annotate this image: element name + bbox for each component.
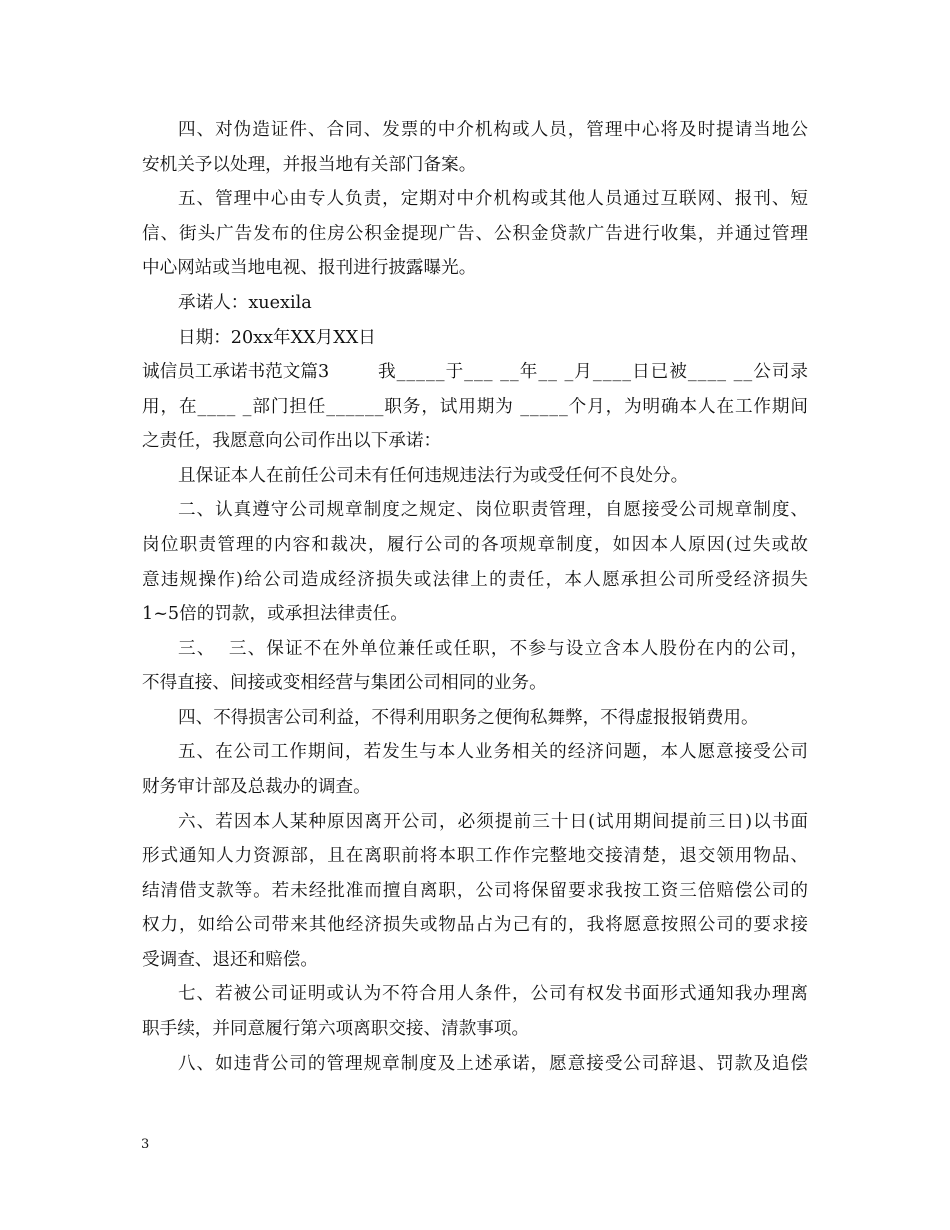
text-line xyxy=(0,115,950,145)
text-line xyxy=(0,426,950,456)
text-line xyxy=(0,876,950,906)
text-line xyxy=(0,1014,950,1044)
text-line-content: 日期：20xx年XX月XX日 xyxy=(178,328,376,348)
text-line-content: 不得直接、间接或变相经营与集团公司相同的业务。 xyxy=(142,673,547,693)
text-line xyxy=(0,288,950,318)
text-line-content: 权力，如给公司带来其他经济损失或物品占为己有的，我将愿意按照公司的要求接 xyxy=(142,915,809,935)
text-line xyxy=(0,772,950,802)
text-line-content: 用，在____ _部门担任______职务，试用期为 _____个月，为明确本人在工作期间 xyxy=(142,397,809,417)
text-line-content: 四、对伪造证件、合同、发票的中介机构或人员，管理中心将及时提请当地公 xyxy=(178,120,809,140)
text-line-content: 我_____于___ __年__ _月____日已被____ __公司录 xyxy=(378,362,809,382)
text-line-content: 形式通知人力资源部，且在离职前将本职工作作完整地交接清楚，退交领用物品、 xyxy=(142,846,809,866)
text-line xyxy=(0,945,950,975)
text-line-content: 受调查、退还和赔偿。 xyxy=(142,950,318,970)
text-line-content: 中心网站或当地电视、报刊进行披露曝光。 xyxy=(142,258,477,278)
text-line xyxy=(0,323,950,353)
text-line xyxy=(0,807,950,837)
text-line-content: 意违规操作)给公司造成经济损失或法律上的责任，本人愿承担公司所受经济损失 xyxy=(142,570,810,590)
text-line xyxy=(0,634,950,664)
text-line-content: 承诺人：xuexila xyxy=(178,293,312,313)
text-line-content: 信、街头广告发布的住房公积金提现广告、公积金贷款广告进行收集，并通过管理 xyxy=(142,224,809,244)
text-line-content: 三、 三、保证不在外单位兼任或任职，不参与设立含本人股份在内的公司， xyxy=(178,639,810,659)
text-line-content: 五、管理中心由专人负责，定期对中介机构或其他人员通过互联网、报刊、短 xyxy=(178,189,809,209)
text-line-content: 结清借支款等。若未经批准而擅自离职，公司将保留要求我按工资三倍赔偿公司的 xyxy=(142,881,809,901)
text-line-content: 之责任，我愿意向公司作出以下承诺： xyxy=(142,431,442,451)
text-line-content: 六、若因本人某种原因离开公司，必须提前三十日(试用期间提前三日)以书面 xyxy=(178,812,810,832)
text-line xyxy=(0,599,950,629)
text-line xyxy=(0,184,950,214)
text-line xyxy=(0,219,950,249)
text-line xyxy=(0,1049,950,1079)
text-line-content: 安机关予以处理，并报当地有关部门备案。 xyxy=(142,155,477,175)
text-line xyxy=(0,392,950,422)
text-line xyxy=(0,495,950,525)
text-line xyxy=(0,703,950,733)
text-line-content: 诚信员工承诺书范文篇3 xyxy=(142,362,330,382)
text-line xyxy=(0,530,950,560)
text-line-content: 且保证本人在前任公司未有任何违规违法行为或受任何不良处分。 xyxy=(178,466,689,486)
text-line-content: 职手续，并同意履行第六项离职交接、清款事项。 xyxy=(142,1019,530,1039)
text-line xyxy=(0,150,950,180)
text-line-content: 五、在公司工作期间，若发生与本人业务相关的经济问题，本人愿意接受公司 xyxy=(178,742,809,762)
text-line-content: 二、认真遵守公司规章制度之规定、岗位职责管理，自愿接受公司规章制度、 xyxy=(178,500,809,520)
text-line-content: 七、若被公司证明或认为不符合用人条件，公司有权发书面形式通知我办理离 xyxy=(178,984,809,1004)
text-line-content: 1~5倍的罚款，或承担法律责任。 xyxy=(142,604,408,624)
page-number: 3 xyxy=(141,1137,150,1152)
text-line xyxy=(0,841,950,871)
text-line-content: 财务审计部及总裁办的调查。 xyxy=(142,777,371,797)
text-line-content: 四、不得损害公司利益，不得利用职务之便徇私舞弊，不得虚报报销费用。 xyxy=(178,708,759,728)
text-line xyxy=(0,565,950,595)
text-line xyxy=(0,910,950,940)
text-line xyxy=(0,357,950,387)
text-line xyxy=(0,668,950,698)
text-line xyxy=(0,979,950,1009)
text-line xyxy=(0,253,950,283)
text-line xyxy=(0,737,950,767)
text-line-content: 八、如违背公司的管理规章制度及上述承诺，愿意接受公司辞退、罚款及追偿 xyxy=(178,1054,809,1074)
text-line-content: 岗位职责管理的内容和裁决，履行公司的各项规章制度，如因本人原因(过失或故 xyxy=(142,535,810,555)
text-line xyxy=(0,461,950,491)
